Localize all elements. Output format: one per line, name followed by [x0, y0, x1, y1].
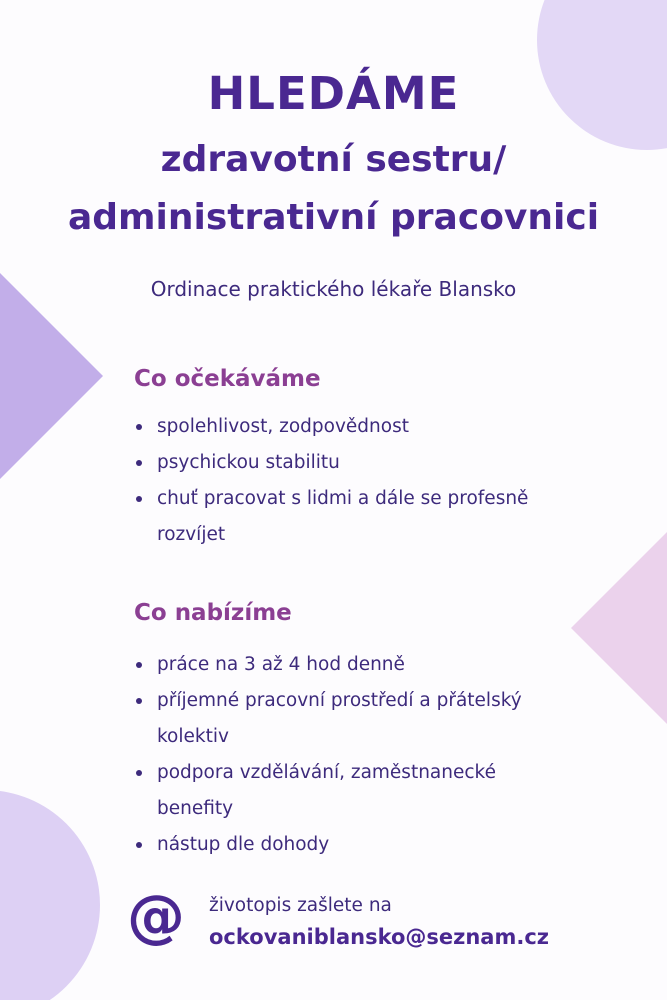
contact-email[interactable]: ockovaniblansko@seznam.cz [209, 925, 550, 949]
list-item: podpora vzdělávání, zaměstnanecké benefity [134, 755, 534, 827]
list-item: chuť pracovat s lidmi a dále se profesně rozvíjet [134, 481, 534, 553]
position-title-line1: zdravotní sestru/ [160, 139, 507, 180]
poster-title: HLEDÁME [207, 67, 460, 120]
position-title-line2: administrativní pracovnici [67, 197, 600, 238]
list-item: příjemné pracovní prostředí a přátelský kolektiv [134, 683, 534, 755]
contact-label: životopis zašlete na [209, 895, 392, 916]
list-item: spolehlivost, zodpovědnost [134, 409, 534, 445]
expectations-heading: Co očekáváme [134, 366, 321, 392]
offers-list [134, 647, 534, 863]
list-item: nástup dle dohody [134, 827, 534, 863]
at-icon: @ [127, 882, 185, 950]
clinic-name: Ordinace praktického lékaře Blansko [150, 277, 517, 301]
expectations-list [134, 409, 534, 553]
offers-heading: Co nabízíme [134, 600, 292, 626]
list-item: psychickou stabilitu [134, 445, 534, 481]
list-item: práce na 3 až 4 hod denně [134, 647, 534, 683]
decorative-triangle-left [0, 273, 103, 479]
decorative-diamond-right [571, 529, 667, 727]
decorative-circle-bottom-left [0, 790, 100, 1000]
